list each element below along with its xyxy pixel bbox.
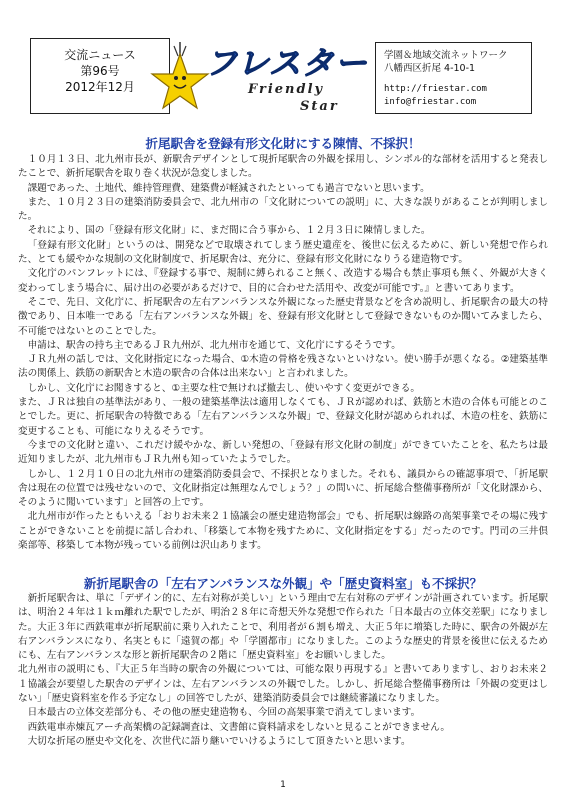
logo-subtitle-friendly: Friendly xyxy=(248,82,325,97)
paragraph: 大切な折尾の歴史や文化を、次世代に語り継いでいけるようにして頂きたいと思います。 xyxy=(27,735,411,747)
organization-address: 八幡西区折尾 4-10-1 xyxy=(384,63,476,74)
issue-number: 第96号 xyxy=(80,64,120,78)
paragraph: しかし、文化庁にお聞きすると、①主要な柱で無ければ撤去し、使いやすく変更ができる。 xyxy=(27,382,420,394)
paragraph: １０月１３日、北九州市長が、新駅舎デザインとして現折尾駅舎の外観を採用し、シンボル的な部材を活用すると発表したことで、新折尾駅舎を取り巻く状況が急変しました。 xyxy=(18,154,548,180)
section1-heading: 折尾駅舎を登録有形文化財にする陳情、不採択！ xyxy=(145,136,421,151)
paragraph: 「登録有形文化財」というのは、開発などで取壊されてしまう歴史遺産を、後世に伝えるために、新しい発想で作られた、とても緩やかな規制の文化財制度で、折尾駅舎は、充分に、登録有形文化財になりうる建造物です。 xyxy=(18,239,548,266)
paragraph: また、ＪＲは独自の基準法があり、一般の建築基準法は適用しなくても、ＪＲが認めれば、鉄筋と木造の合体も可能とのことでした。更に、折尾駅舎の特徴である「左右アンバランスな外観」で、登録文化財が認められれば、木造の柱を、鉄筋に変更することも、可能になりえるそうです。 xyxy=(18,397,548,437)
logo-title: フレスター xyxy=(205,44,368,82)
paragraph: ＪＲ九州の話しでは、文化財指定になった場合、①木造の骨格を残さないといけない。使い勝手が悪くなる。②建築基準法の関係上、鉄筋の新駅舎と木造の駅舎の合体は出来ない」と言われました。 xyxy=(18,354,548,380)
section1-body xyxy=(18,153,548,553)
website-url[interactable]: http://friestar.com xyxy=(384,84,487,94)
paragraph: 文化庁のパンフレットには、『登録する事で、規制に縛られること無く、改造する場合も禁止事項も無く、外観が大きく変わってしまう場合に、届け出の必要があるだけで、目的に合わせた活用や、改変が可能です。』と書いてあります。 xyxy=(18,268,548,294)
paragraph: そこで、先日、文化庁に、折尾駅舎の左右アンバランスな外観になった歴史背景などを含め説明し、折尾駅舎の最大の特徴であり、日本唯一である「左右アンバランスな外観」を、登録有形文化財として登録できないものか聞いてみましたら、不可能ではないとのことでした。 xyxy=(18,296,548,337)
issue-date: 2012年12月 xyxy=(65,80,135,94)
paragraph: また、１０月２３日の建築消防委員会で、北九州市の「文化財についての説明」に、大きな誤りがあることが判明しました。 xyxy=(18,196,548,223)
page-number: 1 xyxy=(280,780,286,790)
star-mascot-icon xyxy=(150,40,210,118)
paragraph: 日本最古の立体交差部分も、その他の歴史建造物も、今回の高架事業で消えてしまいます。 xyxy=(27,707,421,719)
paragraph: 北九州市の説明にも、『大正５年当時の駅舎の外観については、可能な限り再現する』と書いてありますし、おりお未来２１協議会が要望した駅舎のデザインは、左右アンバランスの外観でした。しかし、折尾総合整備事務所は「外観の変更はしない」「歴史資料室を作る予定なし」の回答でしたが、建築消防委員会では継続審議になりました。 xyxy=(18,664,548,705)
contact-email[interactable]: info@friestar.com xyxy=(384,97,477,107)
paragraph: 新折尾駅舎は、単に「デザイン的に、左右対称が美しい」という理由で左右対称のデザインが計画されています。折尾駅は、明治２４年は１ｋｍ離れた駅でしたが、明治２８年に奇想天外な発想で作られた「日本最古の立体交差駅」になりました。大正３年に西鉄電車が折尾駅前に乗り入れたことで、利用者が６割も増え、大正５年に増築した時に、駅舎の外観が左右アンバランスになり、名実ともに「遠賀の都」や「学園都市」になりました。このような歴史的背景を後世に伝えるためにも、左右アンバランスな形と新折尾駅舎の２階に「歴史資料室」をお願いしました。 xyxy=(18,593,548,662)
newsletter-name: 交流ニュース xyxy=(64,48,136,62)
logo-subtitle-star: Star xyxy=(300,99,339,114)
organization-name: 学園＆地域交流ネットワーク xyxy=(384,50,508,61)
paragraph: 西鉄電車赤煉瓦アーチ高架橋の記録調査は、文書館に資料請求をしないと見ることができません。 xyxy=(27,721,451,733)
contact-info-box xyxy=(375,42,532,114)
issue-info-box xyxy=(30,38,170,114)
paragraph: しかし、１２月１０日の北九州市の建築消防委員会で、不採択となりました。それも、議員からの確認事項で、「折尾駅舎は現在の位置では残せないので、文化財指定は無理なんでしょう？」の問いに、折尾総合整備事務所が「文化財課から、そのように聞いています」と回答の上です。 xyxy=(18,468,548,509)
paragraph: 申請は、駅舎の持ち主であるＪＲ九州が、北九州市を通じて、文化庁にするそうです。 xyxy=(27,339,401,351)
paragraph: 課題であった、土地代、維持管理費、建築費が軽減されたといっても過言でないと思います。 xyxy=(27,182,430,194)
paragraph: 北九州市が作ったともいえる「おりお未来２１協議会の歴史建造物部会」でも、折尾駅は線路の高架事業でその場に残すことができないことを前提に話し合われ、「移築して本物を残すために、文化財指定をする」だったのです。門司の三井倶楽部等、移築して本物が残っている前例は沢山あります。 xyxy=(18,511,548,552)
paragraph: 今までの文化財と違い、これだけ緩やかな、新しい発想の、「登録有形文化財の制度」ができていたことを、私たちは最近知りましたが、北九州市もＪＲ九州も知っていたようでした。 xyxy=(18,439,548,466)
paragraph: それにより、国の「登録有形文化財」に、まだ間に合う事から、１２月３日に陳情しました。 xyxy=(27,225,431,237)
section2-heading: 新折尾駅舎の「左右アンバランスな外観」や「歴史資料室」も不採択？ xyxy=(83,576,483,591)
section2-body xyxy=(18,592,548,749)
